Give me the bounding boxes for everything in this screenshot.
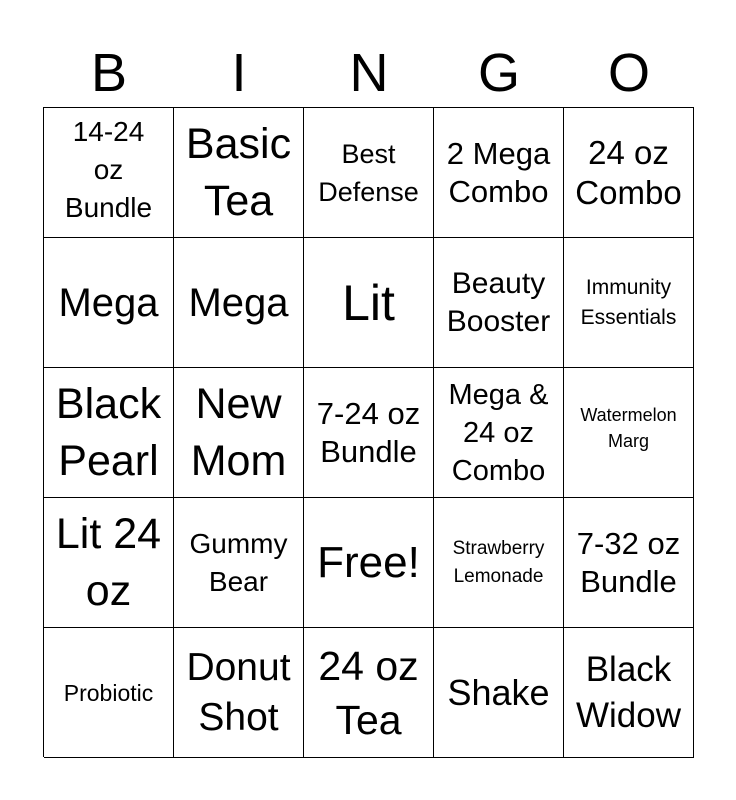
cell-label: Lit 24 oz — [55, 509, 162, 615]
bingo-cell[interactable] — [44, 628, 174, 758]
bingo-cell[interactable] — [44, 368, 174, 498]
cell-label: New Mom — [190, 379, 287, 485]
header-letter-o: O — [607, 43, 650, 103]
bingo-cell[interactable] — [564, 368, 694, 498]
cell-label: Strawberry Lemonade — [452, 537, 545, 587]
cell-label: Lit — [342, 274, 395, 331]
cell-label: Mega — [58, 280, 159, 325]
bingo-cell[interactable] — [44, 498, 174, 628]
bingo-cell[interactable] — [434, 368, 564, 498]
cell-label: Black Widow — [575, 649, 682, 735]
bingo-cell[interactable] — [304, 238, 434, 368]
bingo-cell[interactable] — [174, 628, 304, 758]
bingo-cell[interactable] — [174, 238, 304, 368]
header-letter-i: I — [231, 43, 247, 103]
bingo-cell[interactable] — [304, 108, 434, 238]
bingo-cell[interactable] — [44, 108, 174, 238]
cell-label: Best Defense — [318, 138, 419, 207]
cell-label: Mega — [188, 280, 289, 325]
bingo-cell[interactable] — [564, 498, 694, 628]
header-letter-n: N — [349, 43, 389, 103]
cell-label: Immunity Essentials — [580, 275, 677, 329]
bingo-cell[interactable] — [564, 238, 694, 368]
cell-label: Mega & 24 oz Combo — [448, 378, 549, 487]
cell-label: Shake — [447, 671, 550, 713]
cell-label: 24 oz Tea — [318, 642, 419, 743]
bingo-cell[interactable] — [434, 108, 564, 238]
header-letter-b: B — [90, 43, 128, 103]
bingo-cell[interactable] — [174, 498, 304, 628]
bingo-cell[interactable] — [174, 108, 304, 238]
bingo-cell[interactable] — [434, 498, 564, 628]
cell-label: 2 Mega Combo — [446, 135, 551, 209]
bingo-cell[interactable] — [44, 238, 174, 368]
bingo-cell[interactable] — [434, 628, 564, 758]
bingo-cell[interactable] — [304, 628, 434, 758]
cell-label: Basic Tea — [185, 119, 292, 225]
bingo-cell[interactable] — [434, 238, 564, 368]
bingo-cell[interactable] — [174, 368, 304, 498]
cell-label: 24 oz Combo — [575, 133, 682, 211]
cell-label: Watermelon Marg — [580, 404, 677, 451]
cell-label: 14-24 oz Bundle — [64, 115, 153, 223]
cell-label: Probiotic — [63, 679, 154, 706]
bingo-cell[interactable] — [564, 628, 694, 758]
cell-label: 7-24 oz Bundle — [316, 395, 421, 469]
cell-label: Beauty Booster — [446, 266, 551, 338]
cell-label: Donut Shot — [186, 645, 291, 739]
cell-label: 7-32 oz Bundle — [576, 525, 681, 599]
cell-label: Gummy Bear — [189, 527, 288, 597]
bingo-header — [44, 40, 694, 106]
cell-label: Free! — [317, 537, 420, 587]
bingo-cell[interactable] — [304, 498, 434, 628]
header-letter-g: G — [477, 43, 520, 103]
bingo-cell[interactable] — [564, 108, 694, 238]
bingo-board — [43, 107, 694, 757]
cell-label: Black Pearl — [55, 379, 162, 485]
bingo-cell[interactable] — [304, 368, 434, 498]
